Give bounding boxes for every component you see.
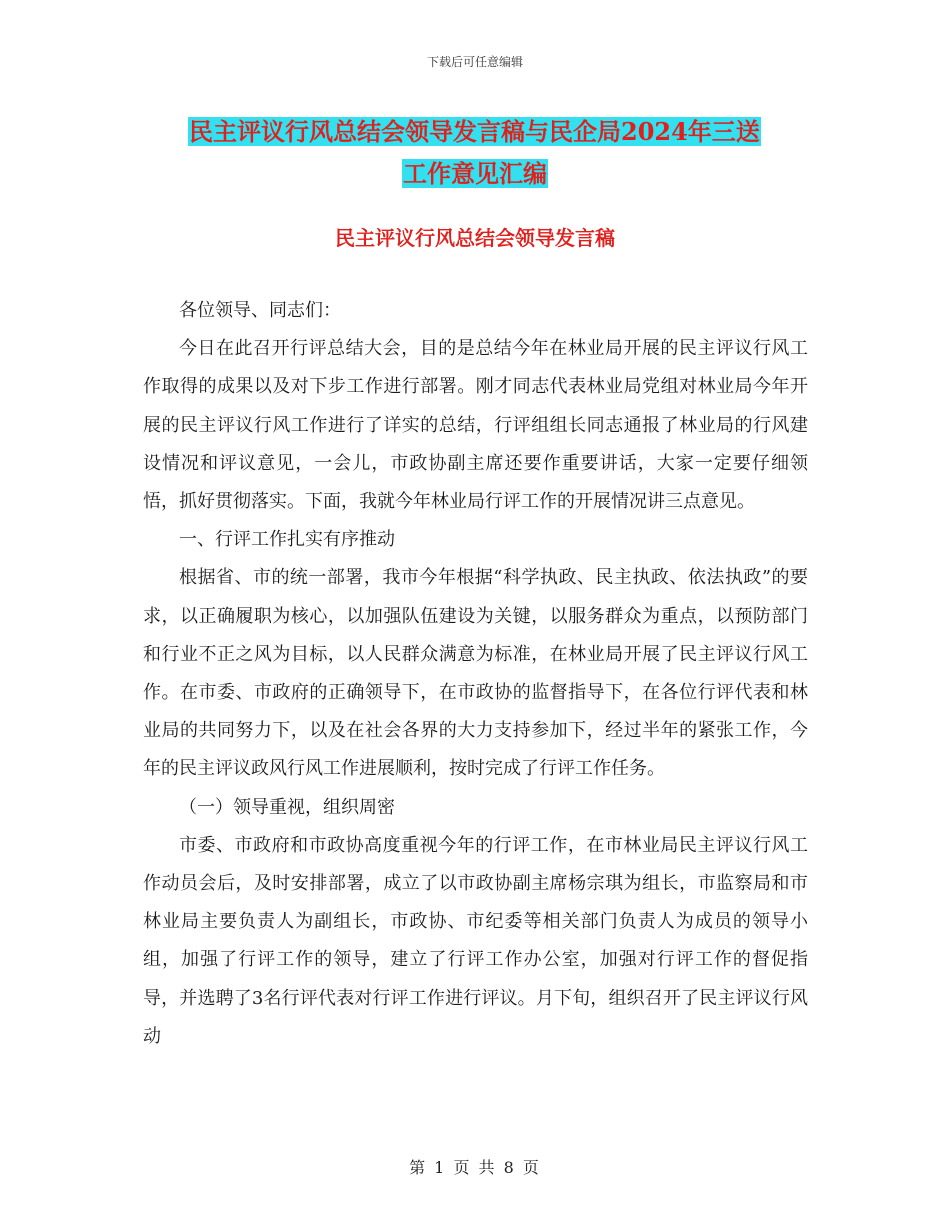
paragraph: 市委、市政府和市政协高度重视今年的行评工作，在市林业局民主评议行风工作动员会后，及时安排部署，成立了以市政协副主席杨宗琪为组长，市监察局和市林业局主要负责人为副组长，市政协、市纪委等相关部门负责人为成员的领导小组，加强了行评工作的领导，建立了行评工作办公室，加强对行评工作的督促指导，并选聘了3名行评代表对行评工作进行评议。月下旬，组织召开了民主评议行风动 [143,834,808,1047]
header-note: 下载后可任意编辑 [426,55,523,69]
paragraph: 今日在此召开行评总结大会，目的是总结今年在林业局开展的民主评议行风工作取得的成果以及对下步工作进行部署。刚才同志代表林业局党组对林业局今年开展的民主评议行风工作进行了详实的总结，行评组组长同志通报了林业局的行风建设情况和评议意见，一会儿，市政协副主席还要作重要讲话，大家一定要仔细领悟，抓好贯彻落实。下面，我就今年林业局行评工作的开展情况讲三点意见。 [143,338,808,513]
document-title-line-2: 工作意见汇编 [403,159,547,188]
section-title: 民主评议行风总结会领导发言稿 [335,226,615,250]
paragraph: 根据省、市的统一部署，我市今年根据“科学执政、民主执政、依法执政”的要求，以正确履职为核心，以加强队伍建设为关键，以服务群众为重点，以预防部门和行业不正之风为目标，以人民群众满意为标准，在林业局开展了民主评议行风工作。在市委、市政府的正确领导下，在市政协的监督指导下，在各位行评代表和林业局的共同努力下，以及在社会各界的大力支持参加下，经过半年的紧张工作，今年的民主评议政风行风工作进展顺利，按时完成了行评工作任务。 [143,567,808,780]
heading-level-2: （一）领导重视，组织周密 [179,796,395,818]
heading-level-1: 一、行评工作扎实有序推动 [179,529,395,551]
page-number: 第 1 页 共 8 页 [409,1158,541,1177]
document-body [143,292,808,1056]
salutation: 各位领导、同志们： [179,300,341,321]
document-title-line-1: 民主评议行风总结会领导发言稿与民企局2024年三送 [189,117,760,146]
